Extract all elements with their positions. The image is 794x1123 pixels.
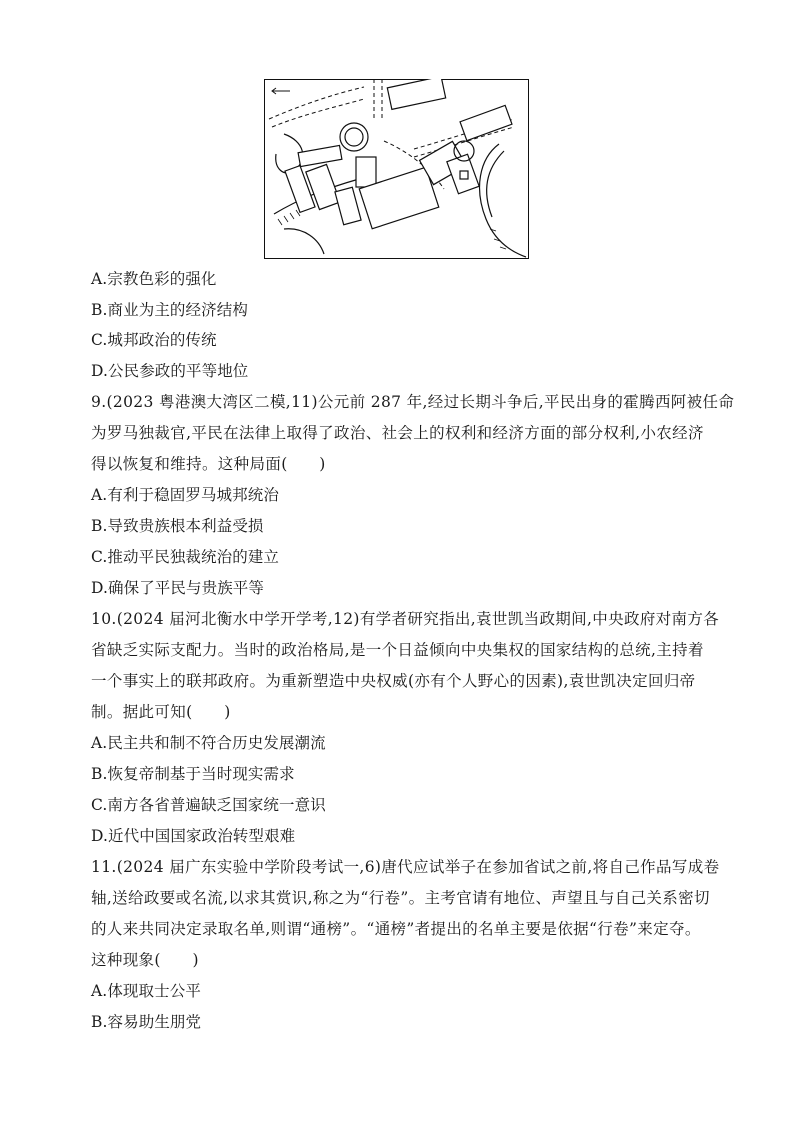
q11-option-b: B.容易助生朋党 [91, 1013, 202, 1031]
q10-stem-line: 一个事实上的联邦政府。为重新塑造中央权威(亦有个人野心的因素),袁世凯决定回归帝 [91, 672, 696, 690]
q9-stem-line: 9.(2023 粤港澳大湾区二模,11)公元前 287 年,经过长期斗争后,平民出身的霍腾西阿被任命 [91, 393, 735, 411]
q8-option-c: C.城邦政治的传统 [91, 331, 217, 349]
q10-option-b: B.恢复帝制基于当时现实需求 [91, 765, 295, 783]
q9-option-b: B.导致贵族根本利益受损 [91, 517, 264, 535]
q10-option-d: D.近代中国国家政治转型艰难 [91, 827, 296, 845]
q10-option-a: A.民主共和制不符合历史发展潮流 [91, 734, 326, 752]
q11-stem-line: 11.(2024 届广东实验中学阶段考试一,6)唐代应试举子在参加省试之前,将自己作品写成卷 [91, 858, 720, 876]
q9-stem-line: 为罗马独裁官,平民在法律上取得了政治、社会上的权利和经济方面的部分权利,小农经济 [91, 424, 704, 442]
q11-stem-line: 的人来共同决定录取名单,则谓“通榜”。“通榜”者提出的名单主要是依据“行卷”来定夺。 [91, 920, 701, 938]
q8-option-b: B.商业为主的经济结构 [91, 301, 248, 319]
q8-option-d: D.公民参政的平等地位 [91, 362, 249, 380]
q11-stem-line: 这种现象( ) [91, 951, 199, 969]
q9-stem-line: 得以恢复和维持。这种局面( ) [91, 455, 326, 473]
q10-stem-line: 10.(2024 届河北衡水中学开学考,12)有学者研究指出,袁世凯当政期间,中央政府对南方各 [91, 610, 720, 628]
q9-option-a: A.有利于稳固罗马城邦统治 [91, 486, 279, 504]
q10-stem-line: 省缺乏实际支配力。当时的政治格局,是一个日益倾向中央集权的国家结构的总统,主持着 [91, 641, 704, 659]
q10-option-c: C.南方各省普遍缺乏国家统一意识 [91, 796, 326, 814]
q9-option-d: D.确保了平民与贵族平等 [91, 579, 265, 597]
q11-option-a: A.体现取士公平 [91, 982, 201, 1000]
q11-stem-line: 轴,送给政要或名流,以求其赏识,称之为“行卷”。主考官请有地位、声望且与自己关系密切 [91, 889, 710, 907]
q10-stem-line: 制。据此可知( ) [91, 703, 231, 721]
q8-option-a: A.宗教色彩的强化 [91, 270, 217, 288]
city-map-figure [264, 79, 529, 259]
q9-option-c: C.推动平民独裁统治的建立 [91, 548, 280, 566]
